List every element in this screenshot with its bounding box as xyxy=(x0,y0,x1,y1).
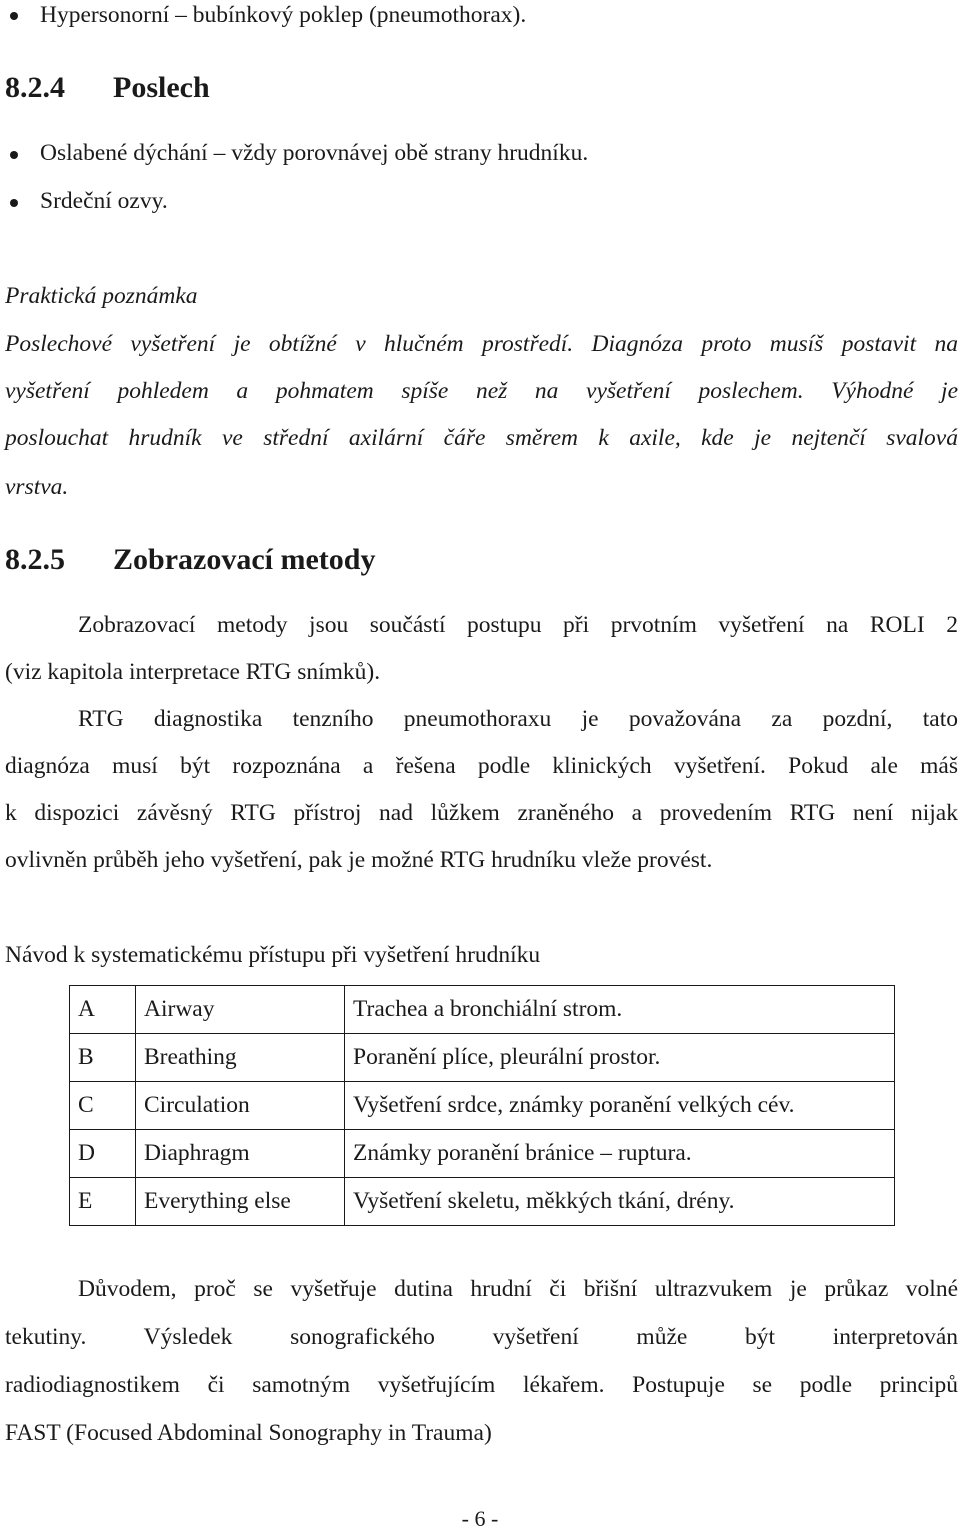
note-line: vyšetření pohledem a pohmatem spíše než na vyšetření poslechem. Výhodné je xyxy=(5,378,958,404)
table-cell-letter: E xyxy=(70,1178,136,1226)
note-title: Praktická poznámka xyxy=(5,283,198,309)
section-number: 8.2.5 xyxy=(5,543,65,576)
table-title: Návod k systematickému přístupu při vyšetření hrudníku xyxy=(5,942,541,968)
bullet-item: Hypersonorní – bubínkový poklep (pneumothorax). xyxy=(40,2,527,28)
abcde-table xyxy=(69,985,895,1226)
section-number: 8.2.4 xyxy=(5,71,65,104)
table-row xyxy=(70,1130,895,1178)
table-cell-name: Everything else xyxy=(136,1178,345,1226)
paragraph-line: ovlivněn průběh jeho vyšetření, pak je možné RTG hrudníku vleže provést. xyxy=(5,847,713,873)
table-row xyxy=(70,1178,895,1226)
table-row xyxy=(70,1082,895,1130)
table-cell-name: Airway xyxy=(136,986,345,1034)
table-cell-desc: Vyšetření skeletu, měkkých tkání, drény. xyxy=(345,1178,895,1226)
table-row xyxy=(70,1034,895,1082)
paragraph-line: radiodiagnostikem či samotným vyšetřujícím lékařem. Postupuje se podle principů xyxy=(5,1372,958,1398)
paragraph-line: (viz kapitola interpretace RTG snímků). xyxy=(5,659,381,685)
table-cell-letter: C xyxy=(70,1082,136,1130)
section-title: Zobrazovací metody xyxy=(113,543,376,576)
bullet-item: Srdeční ozvy. xyxy=(40,188,168,214)
table-cell-name: Breathing xyxy=(136,1034,345,1082)
bullet-icon xyxy=(10,199,18,207)
table-cell-letter: A xyxy=(70,986,136,1034)
table-cell-desc: Známky poranění bránice – ruptura. xyxy=(345,1130,895,1178)
bullet-item: Oslabené dýchání – vždy porovnávej obě strany hrudníku. xyxy=(40,140,589,166)
note-line: poslouchat hrudník ve střední axilární čáře směrem k axile, kde je nejtenčí svalová xyxy=(5,425,958,451)
table-cell-desc: Vyšetření srdce, známky poranění velkých cév. xyxy=(345,1082,895,1130)
table-cell-letter: B xyxy=(70,1034,136,1082)
table-cell-desc: Trachea a bronchiální strom. xyxy=(345,986,895,1034)
paragraph-line: diagnóza musí být rozpoznána a řešena podle klinických vyšetření. Pokud ale máš xyxy=(5,753,958,779)
table-cell-letter: D xyxy=(70,1130,136,1178)
paragraph-line: FAST (Focused Abdominal Sonography in Trauma) xyxy=(5,1420,492,1446)
paragraph-line: Zobrazovací metody jsou součástí postupu při prvotním vyšetření na ROLI 2 xyxy=(78,612,958,638)
table-cell-name: Diaphragm xyxy=(136,1130,345,1178)
section-title: Poslech xyxy=(113,71,210,104)
section-heading-825 xyxy=(5,543,375,577)
page-number: - 6 - xyxy=(461,1506,499,1531)
note-line: Poslechové vyšetření je obtížné v hlučném prostředí. Diagnóza proto musíš postavit na xyxy=(5,331,958,357)
paragraph-line: RTG diagnostika tenzního pneumothoraxu je považována za pozdní, tato xyxy=(78,706,958,732)
bullet-icon xyxy=(10,12,18,20)
section-heading-824 xyxy=(5,71,210,105)
paragraph-line: k dispozici závěsný RTG přístroj nad lůžkem zraněného a provedením RTG není nijak xyxy=(5,800,958,826)
bullet-icon xyxy=(10,151,18,159)
table-row xyxy=(70,986,895,1034)
paragraph-line: Důvodem, proč se vyšetřuje dutina hrudní či břišní ultrazvukem je průkaz volné xyxy=(78,1276,958,1302)
table-cell-name: Circulation xyxy=(136,1082,345,1130)
paragraph-line: tekutiny. Výsledek sonografického vyšetření může být interpretován xyxy=(5,1324,958,1350)
note-line: vrstva. xyxy=(5,474,69,500)
table-cell-desc: Poranění plíce, pleurální prostor. xyxy=(345,1034,895,1082)
